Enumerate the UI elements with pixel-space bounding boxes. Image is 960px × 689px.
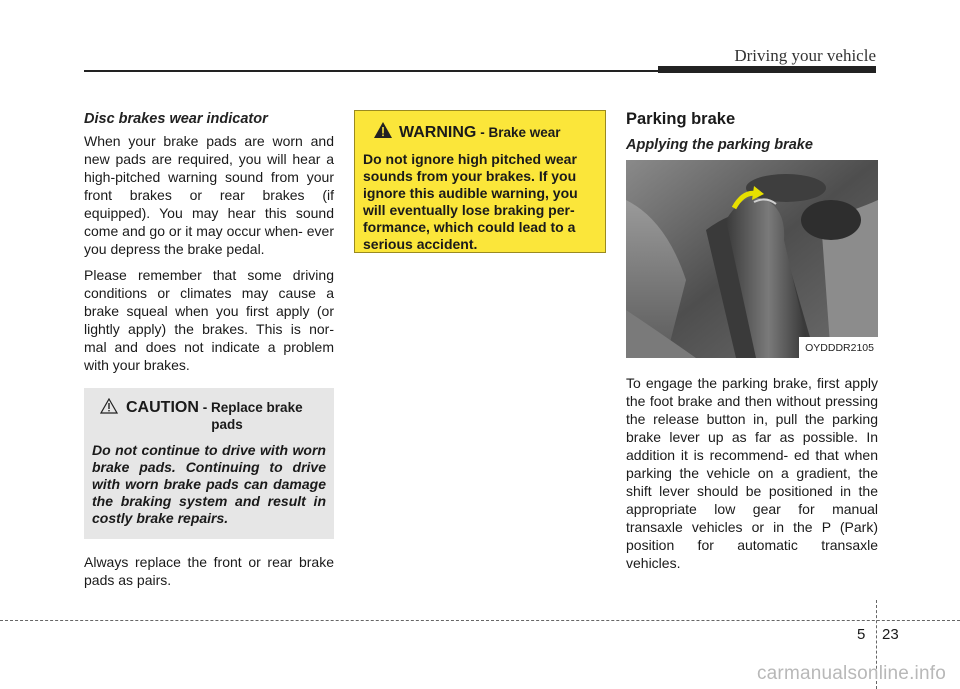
chapter-number: 5 [857, 626, 866, 643]
page-number: 23 [882, 626, 899, 643]
warning-subtitle: - Brake wear [480, 124, 561, 140]
parking-brake-para: To engage the parking brake, first apply the foot brake and then without pressing the release button in, pull the parking brake lever up as far as possible. In addition it is recommend- ed that when parking the vehicle on a gradient, the shift lever should be positioned in the appropriate low gear for manual transaxle vehicles or in the P (Park) position for automatic transaxle vehicles. [626, 375, 878, 571]
caution-subtitle-2: pads [211, 417, 243, 432]
disc-brakes-para-2: Please remember that some driving conditions or climates may cause a brake squeal when you first apply (or lightly apply) the brakes. This is nor- mal and does not indicate a problem with your brakes. [84, 267, 334, 373]
warning-body: Do not ignore high pitched wear sounds from your brakes. If you ignore this audible warning, you will eventually lose braking per- formance, which could lead to a serious accident. [363, 151, 578, 252]
caution-body: Do not continue to drive with worn brake pads. Continuing to drive with worn brake pads can damage the braking system and result in costly brake repairs. [92, 442, 326, 526]
applying-parking-brake-subhead: Applying the parking brake [626, 137, 813, 153]
photo-code: OYDDDR2105 [799, 337, 878, 358]
watermark: carmanualsonline.info [756, 663, 946, 684]
warning-triangle-icon [373, 121, 393, 143]
header-rule-accent [658, 66, 876, 73]
caution-box [84, 388, 334, 539]
caution-word: CAUTION [126, 399, 199, 416]
caution-subtitle: - Replace brake [202, 400, 303, 415]
warning-word: WARNING [399, 123, 477, 141]
right-column [626, 110, 878, 580]
footer-rule [0, 620, 960, 621]
warning-box [354, 110, 606, 253]
warning-title [363, 121, 597, 143]
parking-brake-photo [626, 160, 878, 358]
disc-brakes-para-1: When your brake pads are worn and new pads are required, you will hear a high-pitched warning sound from your front brakes or rear brakes (if equipped). You may hear this sound come and go or it may occur when- ever you depress the brake pedal. [84, 133, 334, 257]
disc-brakes-para-3: Always replace the front or rear brake pads as pairs. [84, 554, 334, 588]
disc-brakes-subhead: Disc brakes wear indicator [84, 111, 268, 127]
parking-brake-illustration [626, 160, 878, 358]
middle-column [354, 110, 606, 253]
parking-brake-heading: Parking brake [626, 110, 736, 128]
header-title: Driving your vehicle [734, 46, 876, 65]
caution-title [92, 398, 326, 418]
left-column [84, 110, 334, 597]
caution-triangle-icon [100, 398, 118, 418]
